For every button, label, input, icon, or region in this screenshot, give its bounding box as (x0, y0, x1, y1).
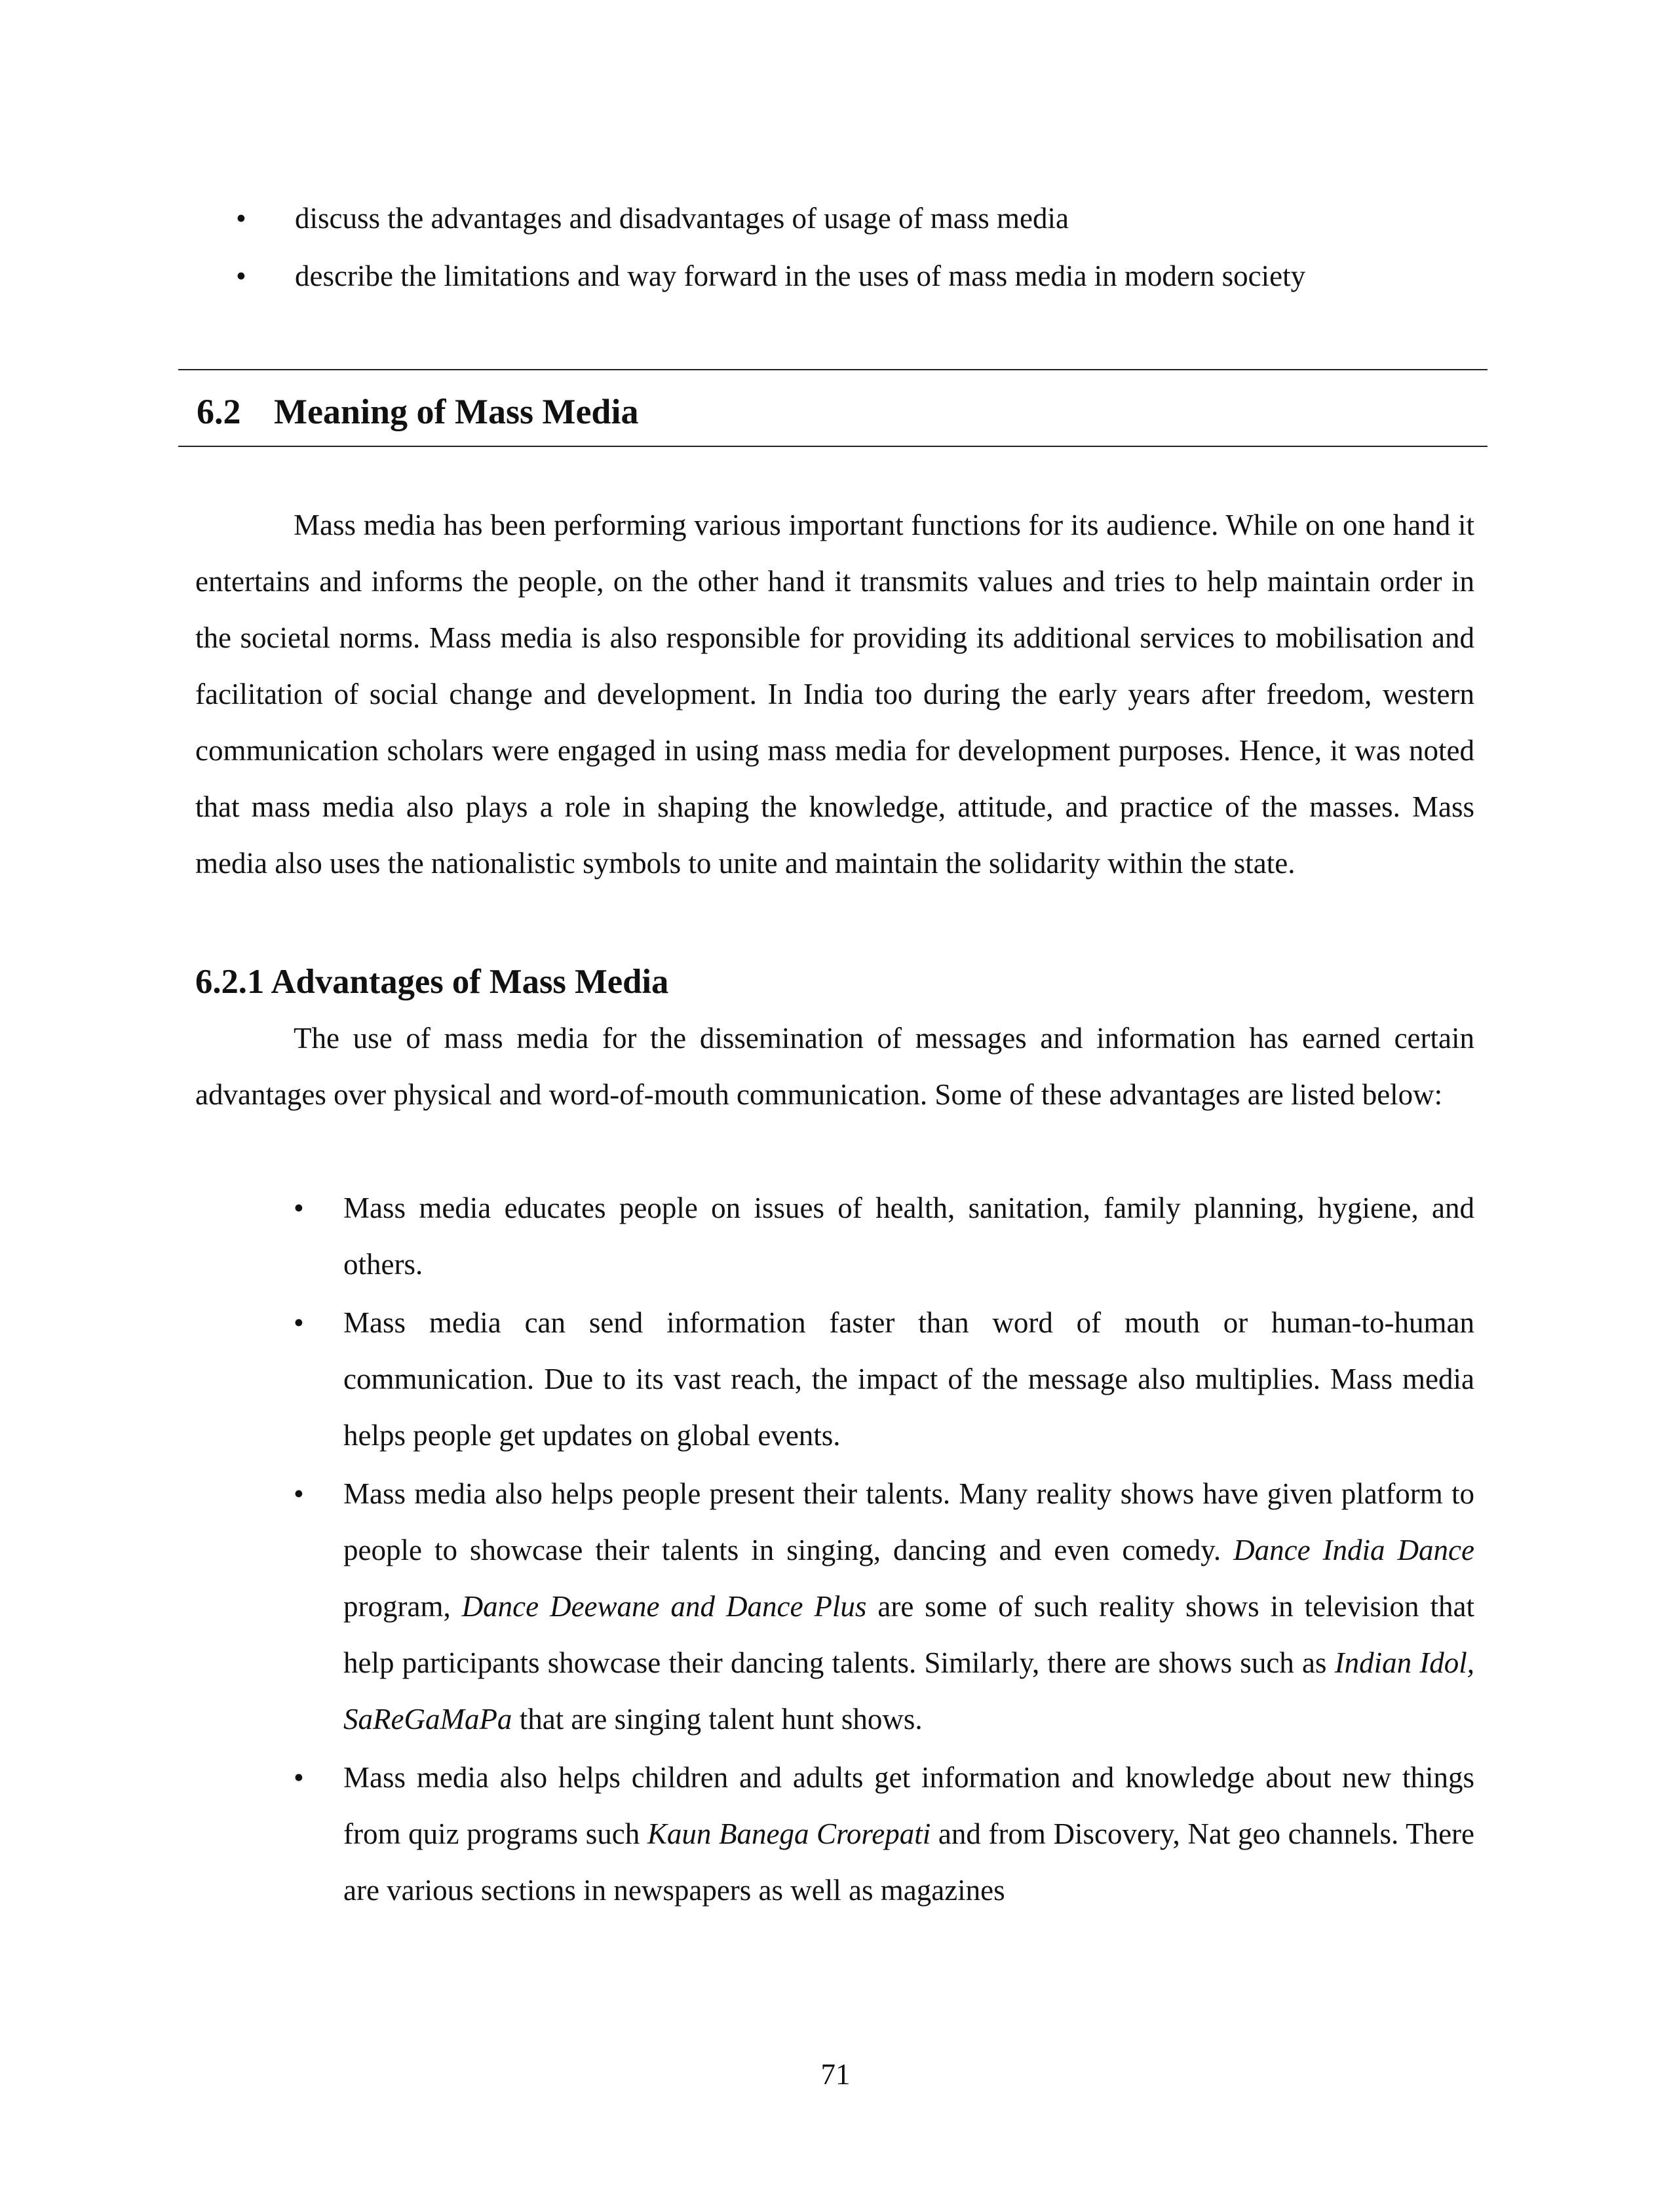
advantage-text: and from Discovery, Nat geo channels. There are various sections in newspapers as well as magazines (343, 1817, 1474, 1907)
advantage-text: Mass media also helps children and adults get information and knowledge about new things from quiz programs such (343, 1761, 1474, 1850)
italic-title-text: Dance India Dance (1233, 1534, 1474, 1566)
advantage-text: Mass media educates people on issues of health, sanitation, family planning, hygiene, and others. (343, 1192, 1474, 1281)
advantage-text: are some of such reality shows in television that help participants showcase their dancing talents. Similarly, there are shows such as (343, 1590, 1474, 1679)
section-title: Meaning of Mass Media (274, 392, 639, 431)
italic-title-text: Dance Deewane and Dance Plus (461, 1590, 867, 1623)
italic-title-text: Kaun Banega Crorepati (647, 1817, 931, 1850)
subsection-heading: 6.2.1 Advantages of Mass Media (195, 963, 669, 1001)
section-bottom-rule (178, 446, 1488, 447)
advantage-item (294, 1180, 1474, 1292)
advantage-item (294, 1465, 1474, 1747)
italic-title-text: Indian Idol, SaReGaMaPa (343, 1646, 1474, 1736)
advantage-text: program, (343, 1590, 462, 1623)
subsection-intro: The use of mass media for the dissemination of messages and information has earned certain advantages over physical and word-of-mouth communication. Some of these advantages are listed below: (195, 1022, 1474, 1111)
section-heading (197, 385, 638, 438)
advantage-text: Mass media can send information faster than word of mouth or human-to-human communication. Due to its vast reach, the impact of the message also multiplies. Mass media helps people get updates on global events. (343, 1306, 1474, 1452)
objective-item: • describe the limitations and way forward in the uses of mass media in modern society (236, 254, 1481, 312)
objective-item: • discuss the advantages and disadvantages of usage of mass media (236, 197, 1481, 254)
section-paragraph: Mass media has been performing various important functions for its audience. While on one hand it entertains and informs the people, on the other hand it transmits values and tries to help maintain order in the societal norms. Mass media is also responsible for providing its additional services to mobilisation and facilitation of social change and development. In India too during the early years after freedom, western communication scholars were engaged in using mass media for development purposes. Hence, it was noted that mass media also plays a role in shaping the knowledge, attitude, and practice of the masses. Mass media also uses the nationalistic symbols to unite and maintain the solidarity within the state. (195, 509, 1474, 880)
section-top-rule (178, 369, 1488, 370)
advantage-text: Mass media also helps people present their talents. Many reality shows have given platform to people to showcase their talents in singing, dancing and even comedy. (343, 1477, 1474, 1566)
advantage-text: that are singing talent hunt shows. (512, 1703, 923, 1736)
advantages-list (294, 1180, 1474, 1920)
page-number: 71 (820, 2058, 851, 2091)
objectives-list (236, 197, 1481, 312)
advantage-item (294, 1294, 1474, 1464)
advantage-item (294, 1749, 1474, 1918)
section-number: 6.2 (197, 392, 241, 431)
